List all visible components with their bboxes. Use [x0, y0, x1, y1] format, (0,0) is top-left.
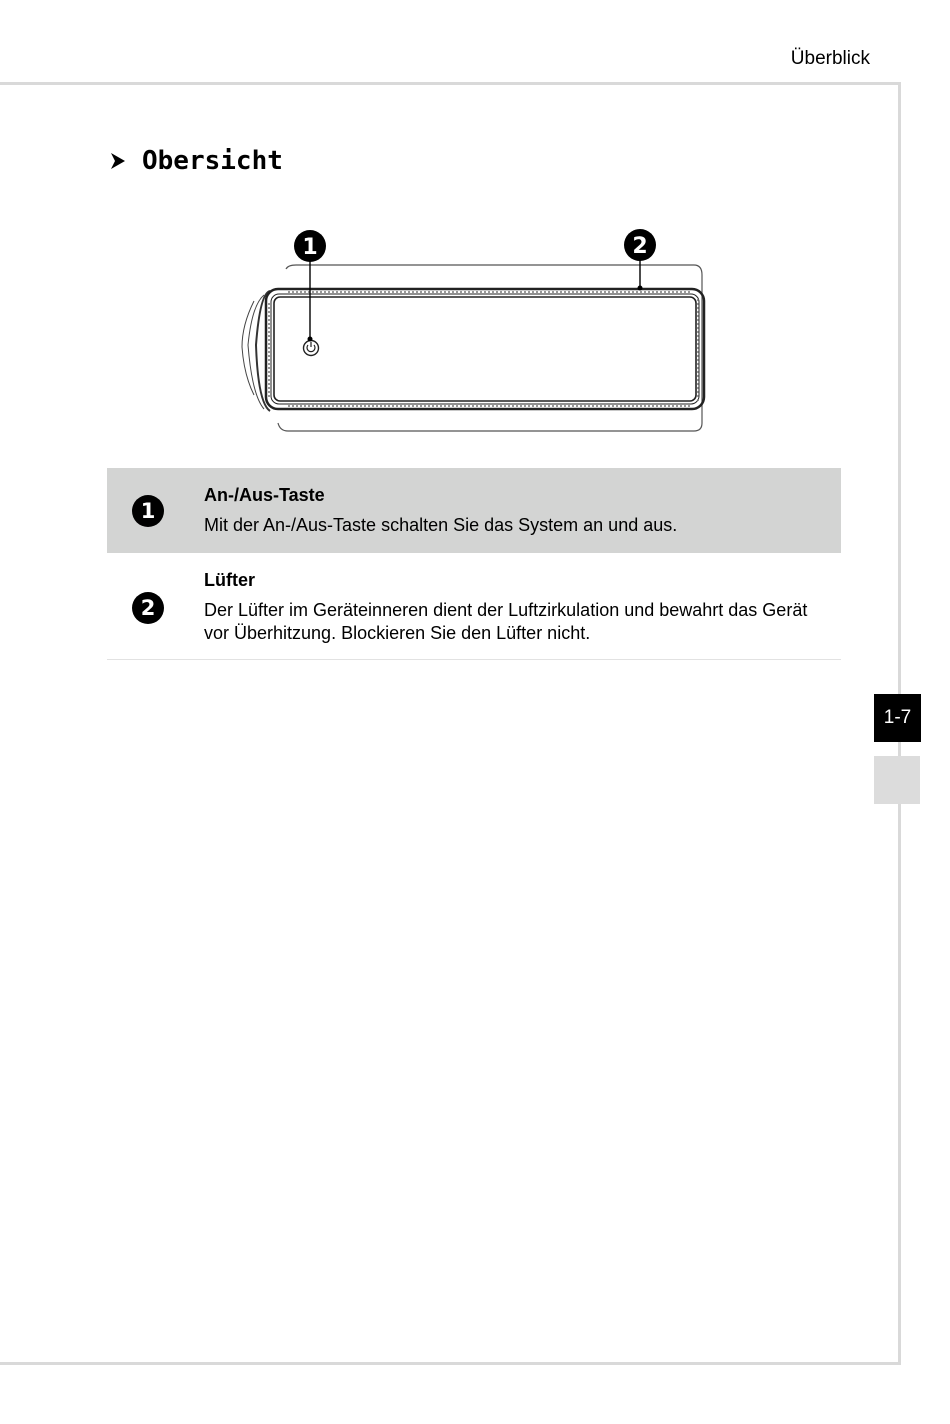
table-row: [107, 553, 841, 660]
table-row: [107, 468, 841, 553]
item-title: An-/Aus-Taste: [204, 485, 325, 505]
item-title: Lüfter: [204, 570, 255, 590]
item-number-badge: 2: [132, 592, 164, 624]
section-heading: [108, 146, 283, 176]
item-description: Mit der An-/Aus-Taste schalten Sie das System an und aus.: [204, 515, 678, 535]
page-frame-bottom-border: [0, 1362, 901, 1365]
item-text: [204, 569, 831, 645]
page-frame-top-border: [0, 82, 901, 85]
running-header-title: Überblick: [790, 48, 870, 69]
device-top-view-diagram: [230, 225, 720, 440]
chevron-right-icon: [108, 151, 128, 171]
callout-2-label: 2: [632, 234, 648, 259]
item-description: Der Lüfter im Geräteinneren dient der Luftzirkulation und bewahrt das Gerät vor Überhitzung. Blockieren Sie den Lüfter nicht.: [204, 600, 808, 643]
side-tab-placeholder: [874, 756, 920, 804]
page-number-tab: 1-7: [874, 694, 921, 742]
item-number-badge: 1: [132, 495, 164, 527]
section-title: Obersicht: [142, 146, 283, 176]
item-text: [204, 484, 831, 537]
callout-1-label: 1: [302, 235, 318, 260]
component-table: [107, 468, 841, 660]
